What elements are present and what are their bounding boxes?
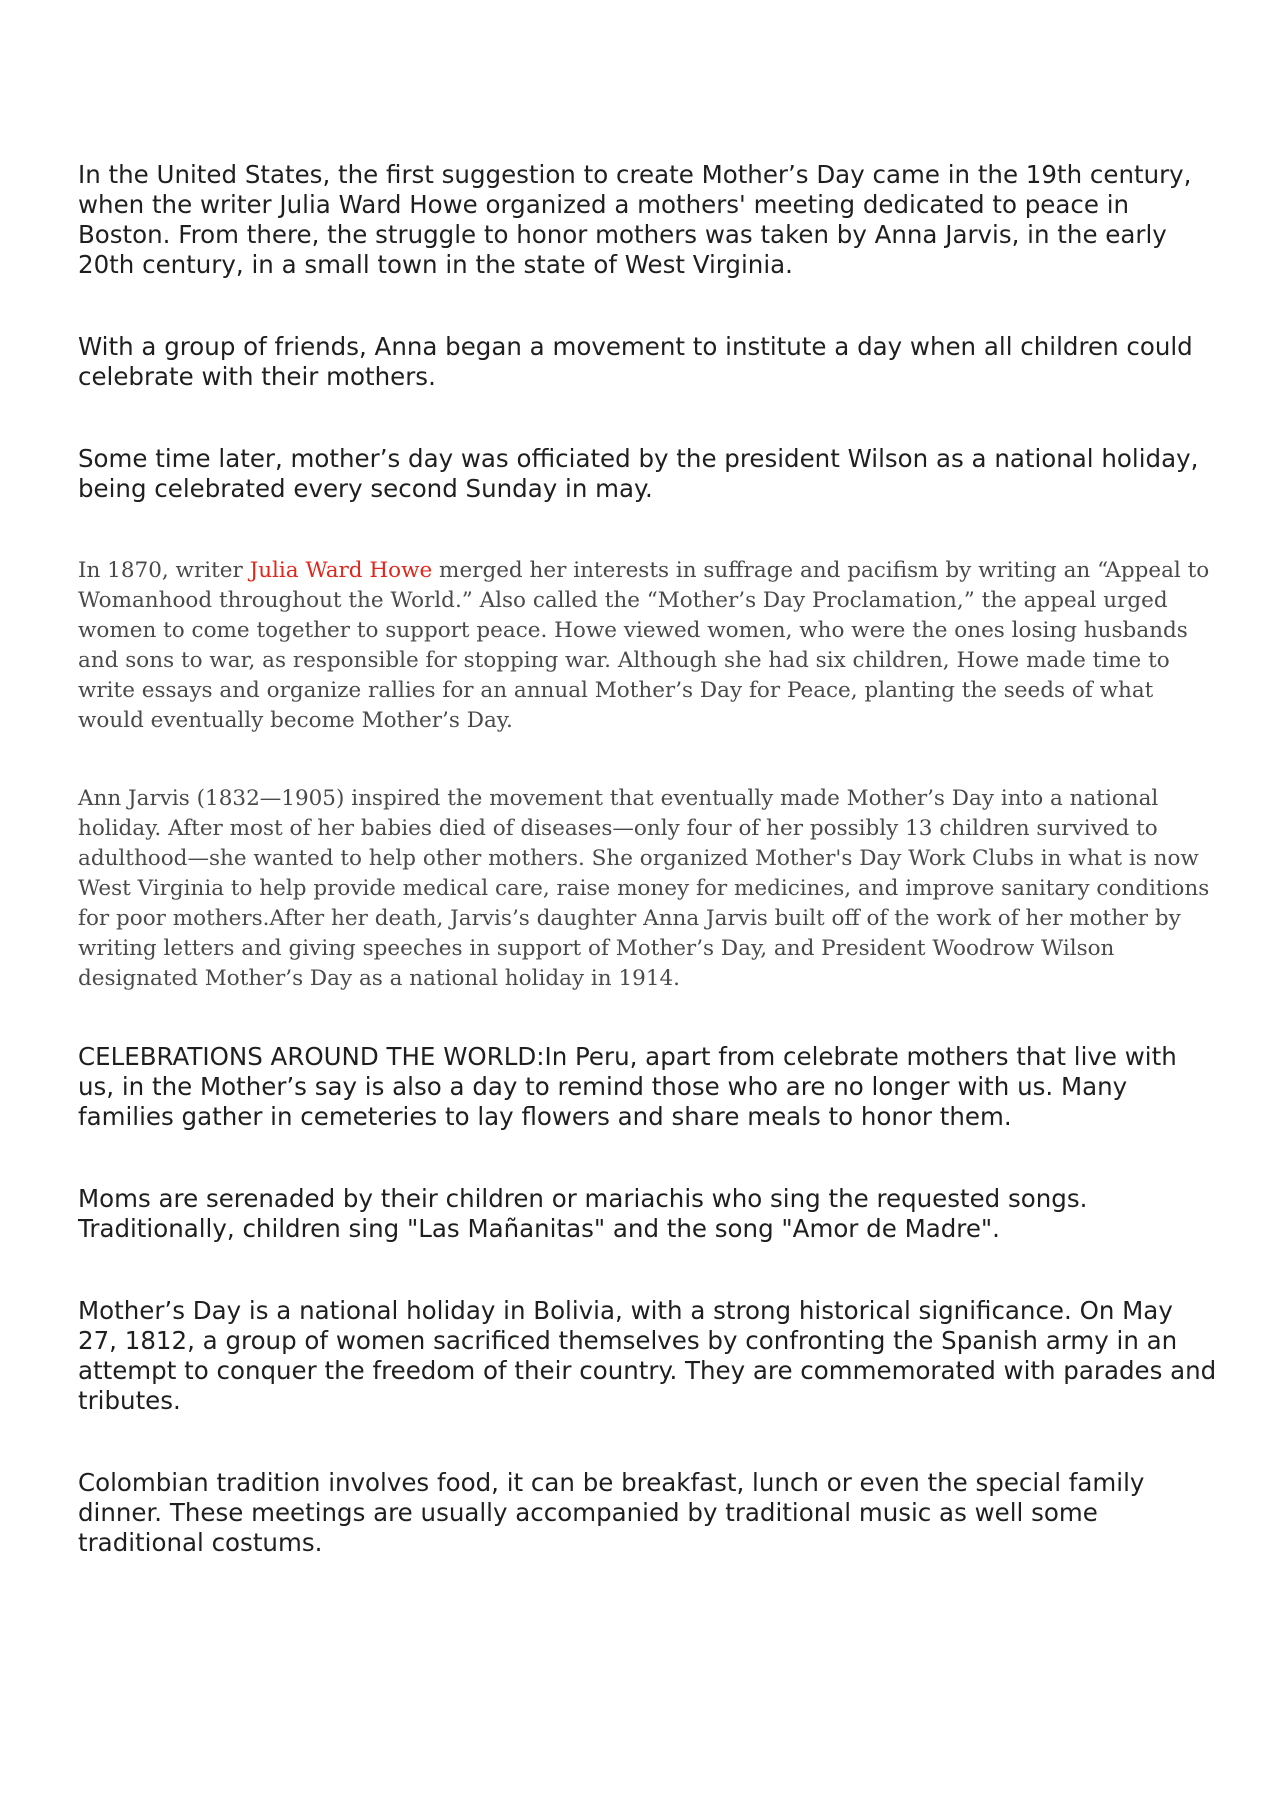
paragraph-bolivia: Mother’s Day is a national holiday in Bolivia, with a strong historical significance. On May 27, 1812, a group of women sacrificed themselves by confronting the Spanish army in an attempt to conquer the freedom of their country. They are commemorated with parades and tributes. [78, 1296, 1217, 1415]
document-page [78, 160, 1218, 1558]
paragraph-anna-movement: With a group of friends, Anna began a movement to institute a day when all children could celebrate with their mothers. [78, 332, 1193, 391]
paragraph-celebrations-peru: CELEBRATIONS AROUND THE WORLD:In Peru, apart from celebrate mothers that live with us, in the Mother’s say is also a day to remind those who are no longer with us. Many families gather in cemeteries to lay flowers and share meals to honor them. [78, 1042, 1177, 1131]
howe-intro-text: In 1870, writer [78, 558, 250, 583]
paragraph-wilson-holiday: Some time later, mother’s day was officiated by the president Wilson as a national holiday, being celebrated every second Sunday in may. [78, 444, 1199, 503]
howe-body-text: merged her interests in suffrage and pacifism by writing an “Appeal to Womanhood throughout the World.” Also called the “Mother’s Day Proclamation,” the appeal urged women to come together to support peace. Howe viewed women, who were the ones losing husbands and sons to war, as responsible for stopping war. Although she had six children, Howe made time to write essays and organize rallies for an annual Mother’s Day for Peace, planting the seeds of what would eventually become Mother’s Day. [78, 558, 1210, 733]
paragraph-howe-1870 [78, 556, 1218, 736]
paragraph-us-origins: In the United States, the first suggestion to create Mother’s Day came in the 19th century, when the writer Julia Ward Howe organized a mothers' meeting dedicated to peace in Boston. From there, the struggle to honor mothers was taken by Anna Jarvis, in the early 20th century, in a small town in the state of West Virginia. [78, 160, 1192, 279]
julia-ward-howe-link[interactable]: Julia Ward Howe [249, 558, 433, 583]
paragraph-ann-jarvis: Ann Jarvis (1832—1905) inspired the movement that eventually made Mother’s Day into a national holiday. After most of her babies died of diseases—only four of her possibly 13 children survived to adulthood—she wanted to help other mothers. She organized Mother's Day Work Clubs in what is now West Virginia to help provide medical care, raise money for medicines, and improve sanitary conditions for poor mothers.After her death, Jarvis’s daughter Anna Jarvis built off of the work of her mother by writing letters and giving speeches in support of Mother’s Day, and President Woodrow Wilson designated Mother’s Day as a national holiday in 1914. [78, 786, 1210, 991]
paragraph-colombia: Colombian tradition involves food, it can be breakfast, lunch or even the special family dinner. These meetings are usually accompanied by traditional music as well some traditional costums. [78, 1468, 1145, 1557]
paragraph-mexico-serenade: Moms are serenaded by their children or mariachis who sing the requested songs. Traditionally, children sing "Las Mañanitas" and the song "Amor de Madre". [78, 1184, 1088, 1243]
